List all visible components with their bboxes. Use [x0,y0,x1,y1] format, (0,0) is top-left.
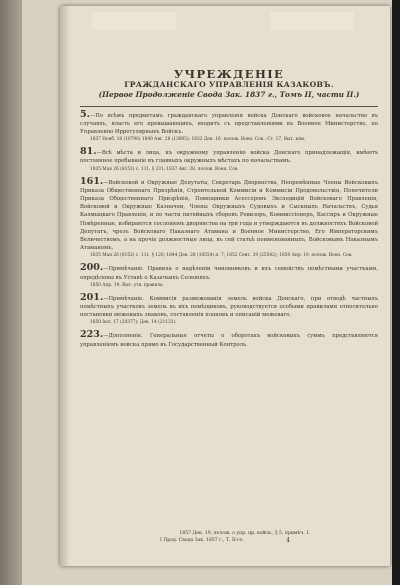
page-content [80,67,378,350]
article-citation: 1835 Мая 26 (8153) с. 111, § 231; 1837 Авг. 28, полож. Воен. Сов. [90,166,239,172]
article-text [80,331,378,348]
article-text [80,291,378,320]
page-title: УЧРЕЖДЕНІЕ [173,67,285,81]
article-body: —Примѣчаніе. Правила о надѣленіи чиновниковъ и ихъ семействъ помѣстными участками, опредѣлены въ Уставѣ о Казачьихъ Селеніяхъ. [80,266,378,281]
article-number: 5. [80,108,90,120]
article-number: 201. [80,291,104,303]
page-number: 4 [286,537,290,544]
article [80,264,378,288]
footer-citation: 1857 Дек. 19, полож. о упр. пр. войск., § 5, примѣч. 1. [179,531,311,536]
footer-row [120,537,370,544]
article-text [80,108,378,137]
bleed-through-header-left [92,12,176,30]
bleed-through-header-right [270,12,354,30]
article [80,331,378,348]
article [80,291,378,327]
article-body: —Примѣчаніе. Коммисія размежеванія земель войска Донскаго, при отводѣ частныхъ помѣстныхъ участковъ земель въ ихъ помѣщиковъ, руководствуется особыми правилами относительно постановки межевыхъ знаковъ, составленія плановъ и описаній межеваго. [80,295,378,319]
footer-reference: I Прод. Свода Зак. 1857 г., Т. II-го. [160,538,244,543]
article-number: 161. [80,175,104,187]
article-number: 81. [80,146,97,158]
page-subtitle: ГРАЖДАНСКАГО УПРАВЛЕНІЯ КАЗАКОВЪ. [124,80,334,90]
article-citation: 1850 Апр. 19, Выс. утв. правила. [90,282,164,288]
article-citation: 1850 Іюл. 17 (20377); Дек. 14 (21132). [90,320,177,326]
article-number: 200. [80,262,104,274]
article-text [80,148,378,165]
article [80,108,378,144]
article [80,175,378,260]
article-text [80,175,378,253]
page-footer [120,530,370,544]
article-body: —По всѣмъ предметамъ гражданскаго управленія войска Донскаго войсковое начальство въ случаяхъ, власть его превышающихъ, входитъ съ представленіями въ Военное Министерство, по Управленію Иррегулярныхъ Войскъ. [80,112,378,136]
article-citation: 1835 Мая 26 (8153) с. 111, § 120; 1844 Дек. 28 (18554) п. 7; 1852 Сент. 29 (25542); 1850 Апр. 19, полож. Воен. Сов. [90,253,353,259]
article-body: —Войсковой и Окружные Депутаты, Секретарь Дворянства, Непремѣнные Члены Войсковыхъ Приказа Общественнаго Призрѣнія, Строительной Коммисіи и Коммисіи Продовольствія, Попечители Приказа Общественнаго Призрѣнія, Помощники Асессоровъ Экспедицій Войсковаго Правленія, Войсковой и Окружные Казначеи, Члены Окружныхъ Судовыхъ и Сыскныхъ Начальствъ, Судья Калмыцкаго Правленія, и по части питейныхъ сборовъ Ревизоръ, Коммиссіонеръ, Кассиръ и Окружные Повѣренные, избираются сословіемъ дворянства на три года и утверждаются въ должностяхъ Войсковой Депутатъ, чрезъ Войсковаго Наказнаго Атамана и Военное Министерство, Его Императорскимъ Величествомъ, а на прочіе должностные лица, въ сей статьѣ поименованныхъ, Войсковымъ Наказнымъ Атаманомъ. [80,179,378,252]
article [80,148,378,172]
article-body: —Всѣ мѣста и лица, къ окружному управленію войска Донскаго принадлежащія, имѣютъ постоянное пребываніе въ главныхъ окружныхъ мѣстахъ по начальствамъ. [80,150,378,165]
article-text [80,264,378,281]
article-number: 223. [80,329,104,341]
document-page [60,6,390,566]
title-rule [80,106,378,107]
source-reference: (Первое Продолженіе Свода Зак. 1837 г., Томъ II, части II.) [98,90,360,100]
article-body: —Дополненіе. Генеральные отчеты о оборотахъ войсковыхъ суммъ представляются управленіемъ войска прямо въ Государственный Контроль. [80,333,378,348]
article-citation: 1837 Нояб. 18 (10790) 1840 Авг. 28 (13805); 1832 Дек. 16, полож. Воен. Сов.; Ст. 17, Выт. кни. [90,137,306,143]
